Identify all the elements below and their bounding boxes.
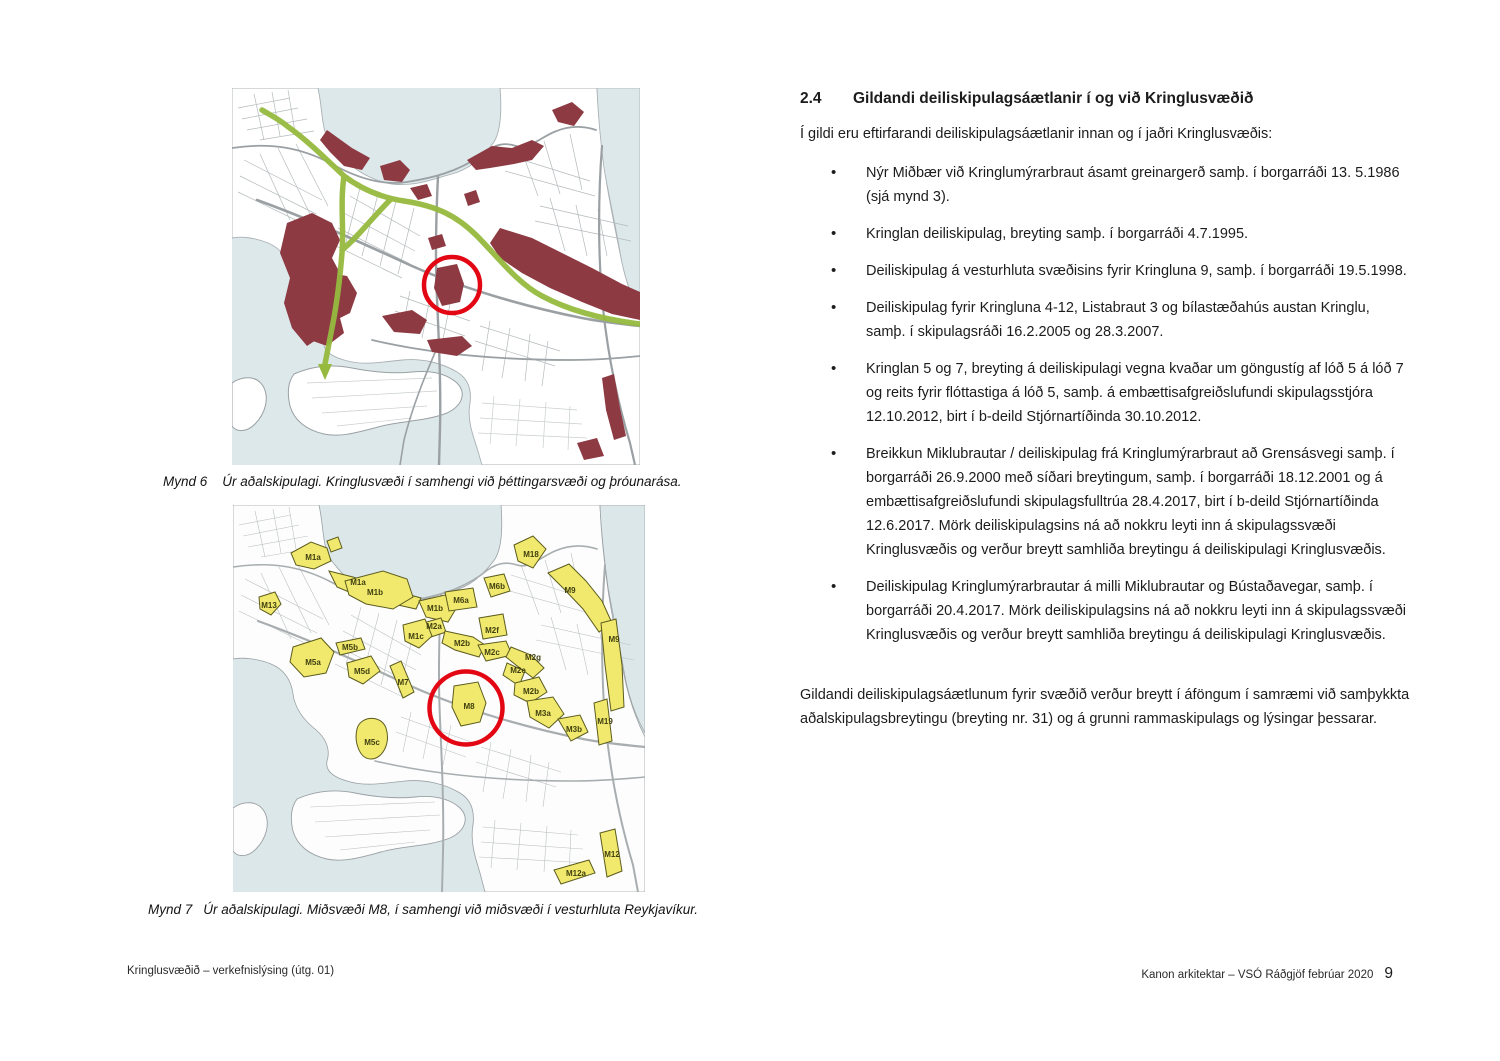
section-number: 2.4 (800, 90, 822, 107)
footer-right (1141, 965, 1393, 983)
mynd7-svg (233, 505, 645, 892)
zone-label: M3b (566, 725, 582, 734)
zone-label: M12a (565, 869, 587, 878)
zone-label: M2f (485, 626, 499, 635)
text-column (800, 88, 1412, 731)
zone-label: M12 (604, 850, 620, 859)
mynd6-svg (232, 88, 640, 465)
zone-label: M2a (426, 622, 442, 631)
zone-label: M9 (608, 635, 620, 644)
zone-label: M1b (367, 588, 383, 597)
zone-label: M6a (453, 596, 469, 605)
closing-paragraph: Gildandi deiliskipulagsáætlunum fyrir svæðið verður breytt í áföngum í samræmi við samþykkta aðalskipulagsbreytingu (breyting nr. 31) og á grunni rammaskipulags og lýsingar þessarar. (800, 687, 1410, 727)
bullet-item: • Kringlan deiliskipulag, breyting samþ. í borgarráði 4.7.1995. (800, 222, 1412, 246)
figure-mynd7-caption (148, 902, 698, 917)
caption-label: Mynd 7 (148, 902, 193, 917)
section-title: Gildandi deiliskipulagsáætlanir í og við Kringlusvæðið (853, 90, 1254, 107)
zone-label: M1c (408, 632, 424, 641)
zone-label: M8 (463, 702, 475, 711)
zone-label: M2b (523, 687, 539, 696)
zone-label: M2b (454, 639, 470, 648)
zone-label: M9 (564, 586, 576, 595)
zone-label: M2e (510, 666, 526, 675)
bullet-item: • Deiliskipulag fyrir Kringluna 4-12, Listabraut 3 og bílastæðahús austan Kringlu, samþ. í skipulagsráði 16.2.2005 og 28.3.2007. (800, 296, 1412, 344)
zone-label: M5a (305, 658, 321, 667)
zone-label: M7 (397, 678, 409, 687)
bullet-item: • Kringlan 5 og 7, breyting á deiliskipulagi vegna kvaðar um göngustíg af lóð 5 á lóð 7 og reits fyrir flóttastiga á lóð 5, samþ. á embættisafgreiðslufundi skipulagsstjóra 12.10.2012, birt í b-deild Stjórnartíðinda 30.10.2012. (800, 357, 1412, 429)
bullet-list (800, 161, 1412, 647)
zone-label: M6b (489, 582, 505, 591)
bullet-item: • Nýr Miðbær við Kringlumýrarbraut ásamt greinargerð samþ. í borgarráði 13. 5.1986 (sjá mynd 3). (800, 161, 1412, 209)
zone-label: M5c (364, 738, 380, 747)
zone-label: M2g (525, 653, 541, 662)
caption-text: Úr aðalskipulagi. Kringlusvæði í samhengi við þéttingarsvæði og þróunarása. (222, 474, 682, 489)
caption-text: Úr aðalskipulagi. Miðsvæði M8, í samhengi við miðsvæði í vesturhluta Reykjavíkur. (203, 902, 698, 917)
zone-label: M5b (342, 643, 358, 652)
footer-left: Kringlusvæðið – verkefnislýsing (útg. 01) (127, 965, 335, 977)
footer-right-text: Kanon arkitektar – VSÓ Ráðgjöf febrúar 2020 (1141, 969, 1374, 981)
page-number: 9 (1384, 965, 1393, 982)
bullet-item: • Deiliskipulag á vesturhluta svæðisins fyrir Kringluna 9, samþ. í borgarráði 19.5.1998. (800, 259, 1412, 283)
intro-paragraph: Í gildi eru eftirfarandi deiliskipulagsáætlanir innan og í jaðri Kringlusvæðis: (800, 126, 1273, 142)
zone-label: M1b (427, 604, 443, 613)
zone-label: M1a (350, 578, 366, 587)
zone-label: M13 (261, 601, 277, 610)
bullet-item: • Breikkun Miklubrautar / deiliskipulag frá Kringlumýrarbraut að Grensásvegi samþ. í borgarráði 26.9.2000 með síðari breytingum, samþ. í borgarráði 18.12.2001 og á embættisafgreiðslufundi skipulagsfulltrúa 28.4.2017, birt í b-deild Stjórnartíðinda 12.6.2017. Mörk deiliskipulagsins ná að nokkru leyti inn á skipulagssvæði Kringlusvæðis og verður breytt samhliða breytingu á deiliskipulagi Kringlusvæðis. (800, 442, 1412, 562)
zone-label: M3a (535, 709, 551, 718)
figure-mynd6-caption (163, 474, 682, 489)
bullet-item: • Deiliskipulag Kringlumýrarbrautar á milli Miklubrautar og Bústaðavegar, samþ. í borgarráði 20.4.2017. Mörk deiliskipulagsins ná að nokkru leyti inn á skipulagssvæði Kringlusvæðis og verður breytt samhliða breytingu á deiliskipulagi Kringlusvæðis. (800, 575, 1412, 647)
figure-mynd6-map (232, 88, 640, 465)
zone-label: M2c (484, 648, 500, 657)
zone-label: M5d (354, 667, 370, 676)
zone-label: M1a (305, 553, 321, 562)
section-heading (800, 88, 1412, 109)
zone-label: M18 (523, 550, 539, 559)
zone-label: M19 (597, 717, 613, 726)
figure-mynd7-map (233, 505, 645, 892)
caption-label: Mynd 6 (163, 474, 208, 489)
